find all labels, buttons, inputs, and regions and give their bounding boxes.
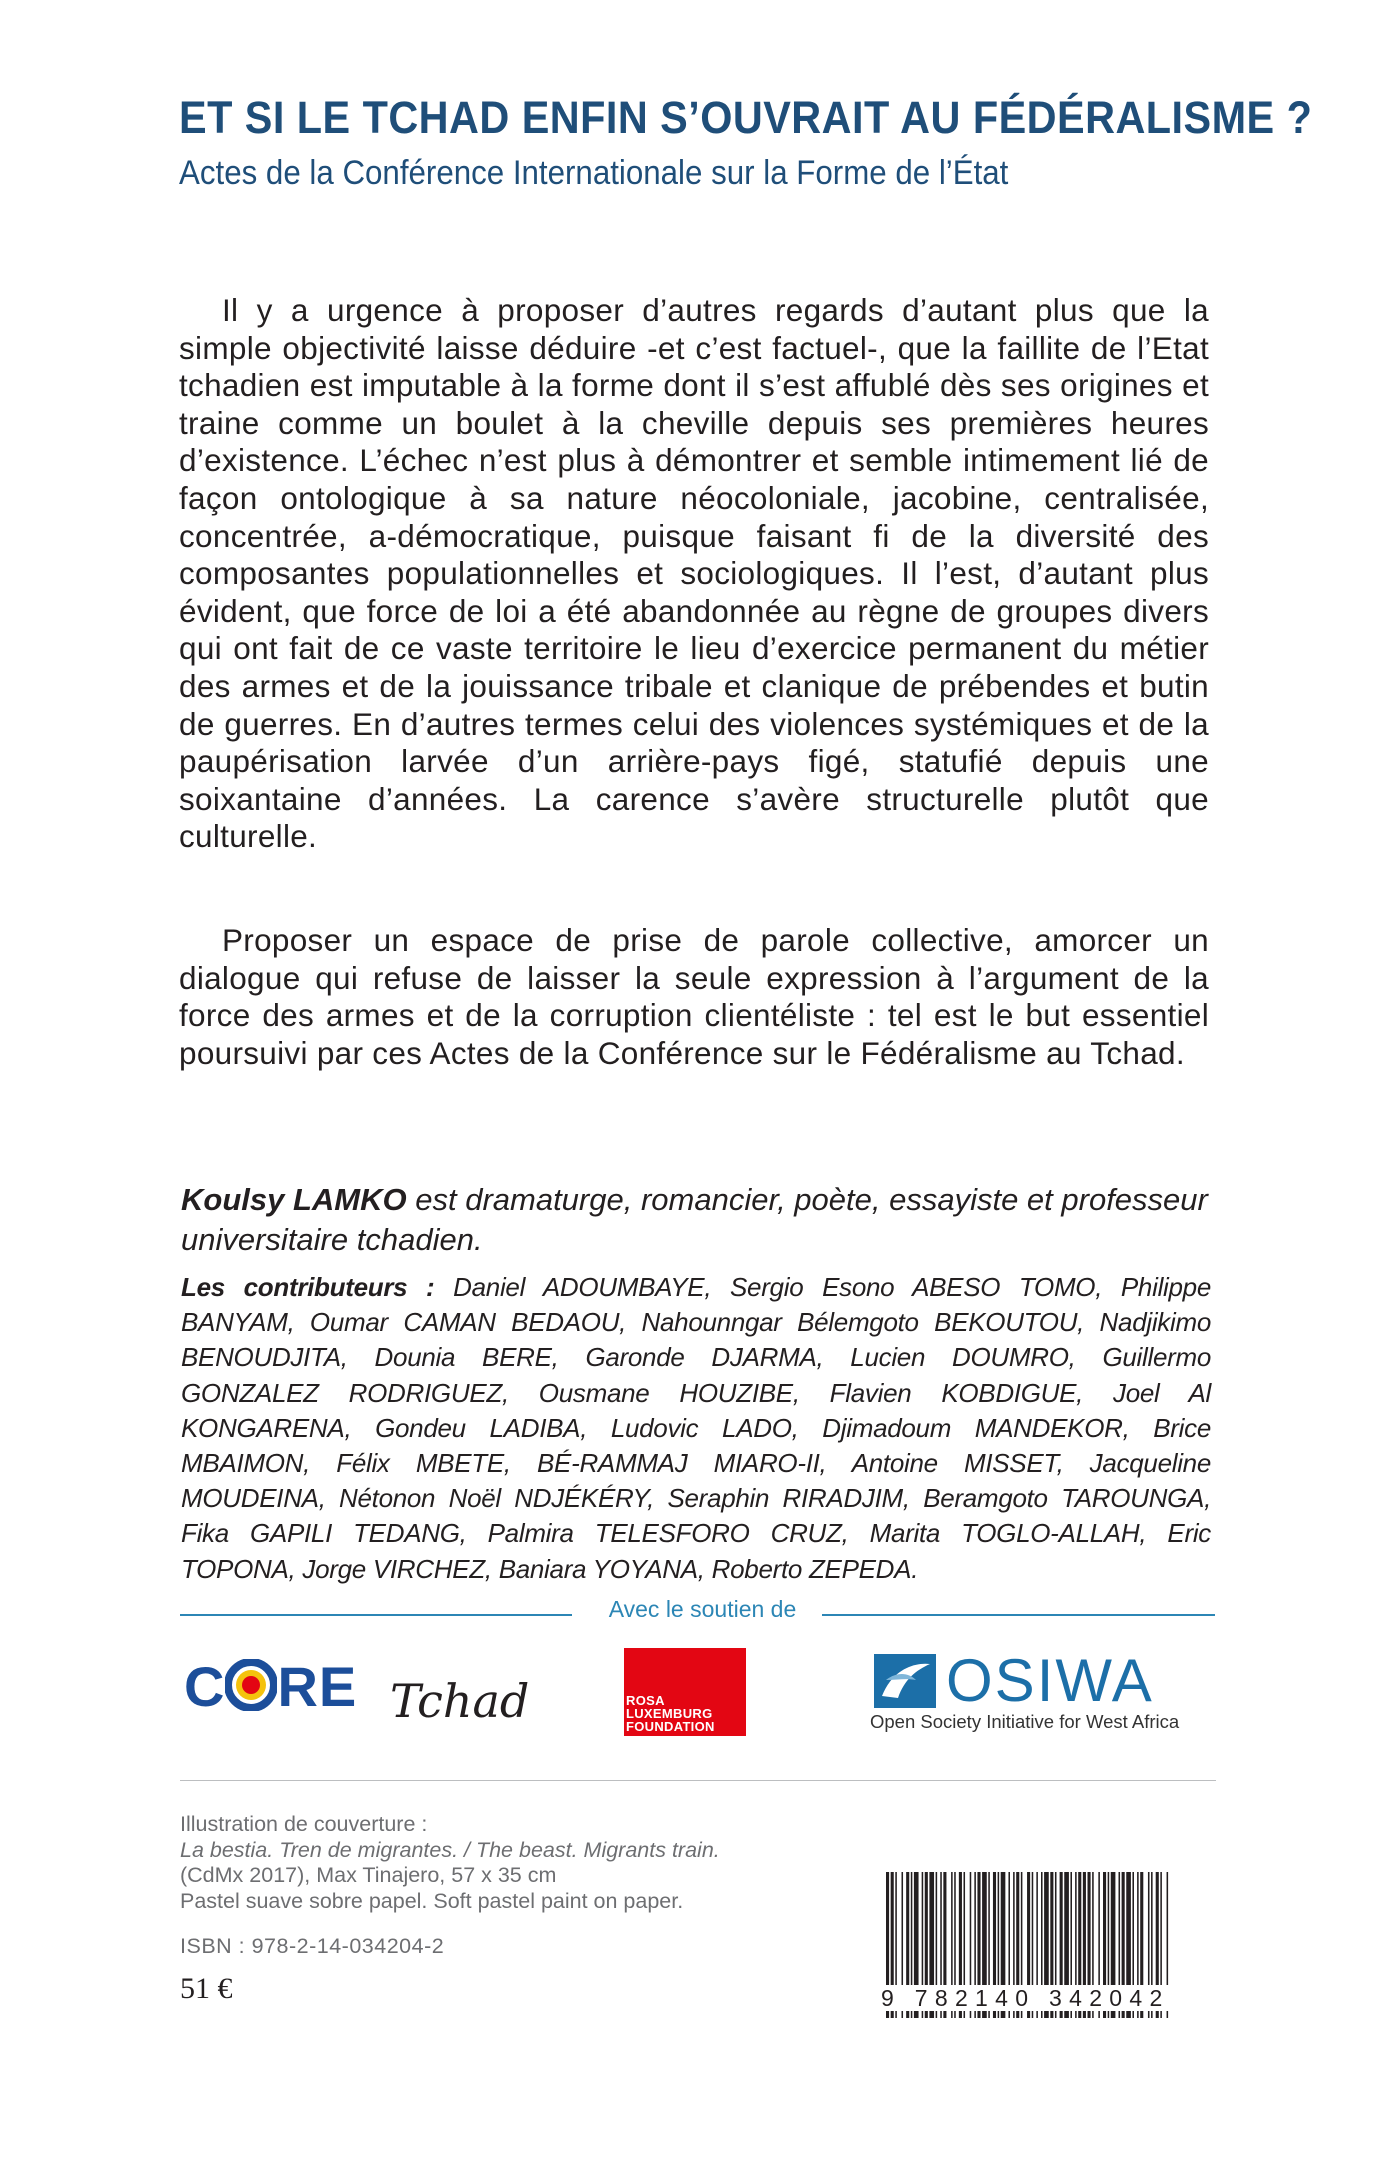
support-rule-right bbox=[822, 1614, 1215, 1616]
core-logo-re: RE bbox=[277, 1655, 358, 1718]
isbn: ISBN : 978-2-14-034204-2 bbox=[180, 1934, 445, 1958]
core-logo-target-icon bbox=[225, 1654, 277, 1719]
credits-medium: Pastel suave sobre papel. Soft pastel paint on paper. bbox=[180, 1888, 684, 1913]
cover-credits bbox=[180, 1812, 820, 1914]
blurb-paragraph-2: Proposer un espace de prise de parole collective, amorcer un dialogue qui refuse de laisser la seule expression à l’argument de la force des armes et de la corruption clientéliste : tel est le but essentiel poursuivi par ces Actes de la Conférence sur le Fédéralisme au Tchad. bbox=[179, 922, 1209, 1071]
barcode-digits bbox=[880, 1985, 1180, 2012]
core-logo-tchad: Tchad bbox=[390, 1674, 530, 1728]
blurb-paragraph-1: Il y a urgence à proposer d’autres regards d’autant plus que la simple objectivité laisse déduire -et c’est factuel-, que la faillite de l’Etat tchadien est imputable à la forme dont il s’est affublé dès ses origines et traine comme un boulet à la cheville depuis ses premières heures d’existence. L’échec n’est plus à démontrer et semble intimement lié de façon ontologique à sa nature néocoloniale, jacobine, centralisée, concentrée, a-démocratique, puisque faisant fi de la diversité des composantes populationnelles et sociologiques. Il l’est, d’autant plus évident, que force de loi a été abandonnée au règne de groupes divers qui ont fait de ce vaste territoire le lieu d’exercice permanent du métier des armes et de la jouissance tribale et clanique de prébendes et butin de guerres. En d’autres termes celui des violences systémiques et de la paupérisation larvée d’un arrière-pays figé, statufié depuis une soixantaine d’années. La carence s’avère structurelle plutôt que culturelle. bbox=[179, 292, 1209, 855]
osiwa-wordmark: OSIWA bbox=[946, 1647, 1154, 1714]
book-subtitle: Actes de la Conférence Internationale sur la Forme de l’État bbox=[179, 154, 1009, 192]
support-label: Avec le soutien de bbox=[608, 1596, 797, 1622]
core-logo-word bbox=[184, 1654, 357, 1719]
support-rule-left bbox=[180, 1614, 572, 1616]
author-bio bbox=[181, 1180, 1221, 1260]
book-title: ET SI LE TCHAD ENFIN S’OUVRAIT AU FÉDÉRALISME ? bbox=[179, 92, 1313, 143]
credits-artwork-title: La bestia. Tren de migrantes. / The beast. Migrants train. bbox=[180, 1837, 720, 1862]
contributors-list bbox=[181, 1270, 1211, 1587]
rosa-luxemburg-logo bbox=[624, 1648, 746, 1736]
contributors-names: Daniel ADOUMBAYE, Sergio Esono ABESO TOMO, Philippe BANYAM, Oumar CAMAN BEDAOU, Nahounngar Bélemgoto BEKOUTOU, Nadjikimo BENOUDJITA, Dounia BERE, Garonde DJARMA, Lucien DOUMRO, Guillermo GONZALEZ RODRIGUEZ, Ousmane HOUZIBE, Flavien KOBDIGUE, Joel Al KONGARENA, Gondeu LADIBA, Ludovic LADO, Djimadoum MANDEKOR, Brice MBAIMON, Félix MBETE, BÉ-RAMMAJ MIARO-II, Antoine MISSET, Jacqueline MOUDEINA, Nétonon Noël NDJÉKÉRY, Seraphin RIRADJIM, Beramgoto TAROUNGA, Fika GAPILI TEDANG, Palmira TELESFORO CRUZ, Marita TOGLO-ALLAH, Eric TOPONA, Jorge VIRCHEZ, Baniara YOYANA, Roberto ZEPEDA. bbox=[181, 1272, 1211, 1584]
osiwa-tagline: Open Society Initiative for West Africa bbox=[870, 1711, 1180, 1732]
contributors-label: Les contributeurs : bbox=[181, 1272, 435, 1302]
core-tchad-logo bbox=[184, 1650, 530, 1730]
barcode-number: 9 782140 342042 bbox=[881, 1985, 1170, 2011]
osiwa-logo bbox=[870, 1648, 1200, 1738]
core-logo-c: C bbox=[184, 1655, 226, 1718]
rosa-luxemburg-text: ROSA LUXEMBURG FOUNDATION bbox=[626, 1693, 715, 1734]
price: 51 € bbox=[180, 1972, 233, 2005]
credits-label: Illustration de couverture : bbox=[180, 1812, 428, 1836]
author-description: est dramaturge, romancier, poète, essayiste et professeur universitaire tchadien. bbox=[181, 1182, 1208, 1257]
osiwa-emblem-icon bbox=[872, 1650, 942, 1712]
author-name: Koulsy LAMKO bbox=[181, 1182, 407, 1217]
credits-details: (CdMx 2017), Max Tinajero, 57 x 35 cm bbox=[180, 1863, 557, 1887]
section-divider bbox=[180, 1780, 1216, 1781]
